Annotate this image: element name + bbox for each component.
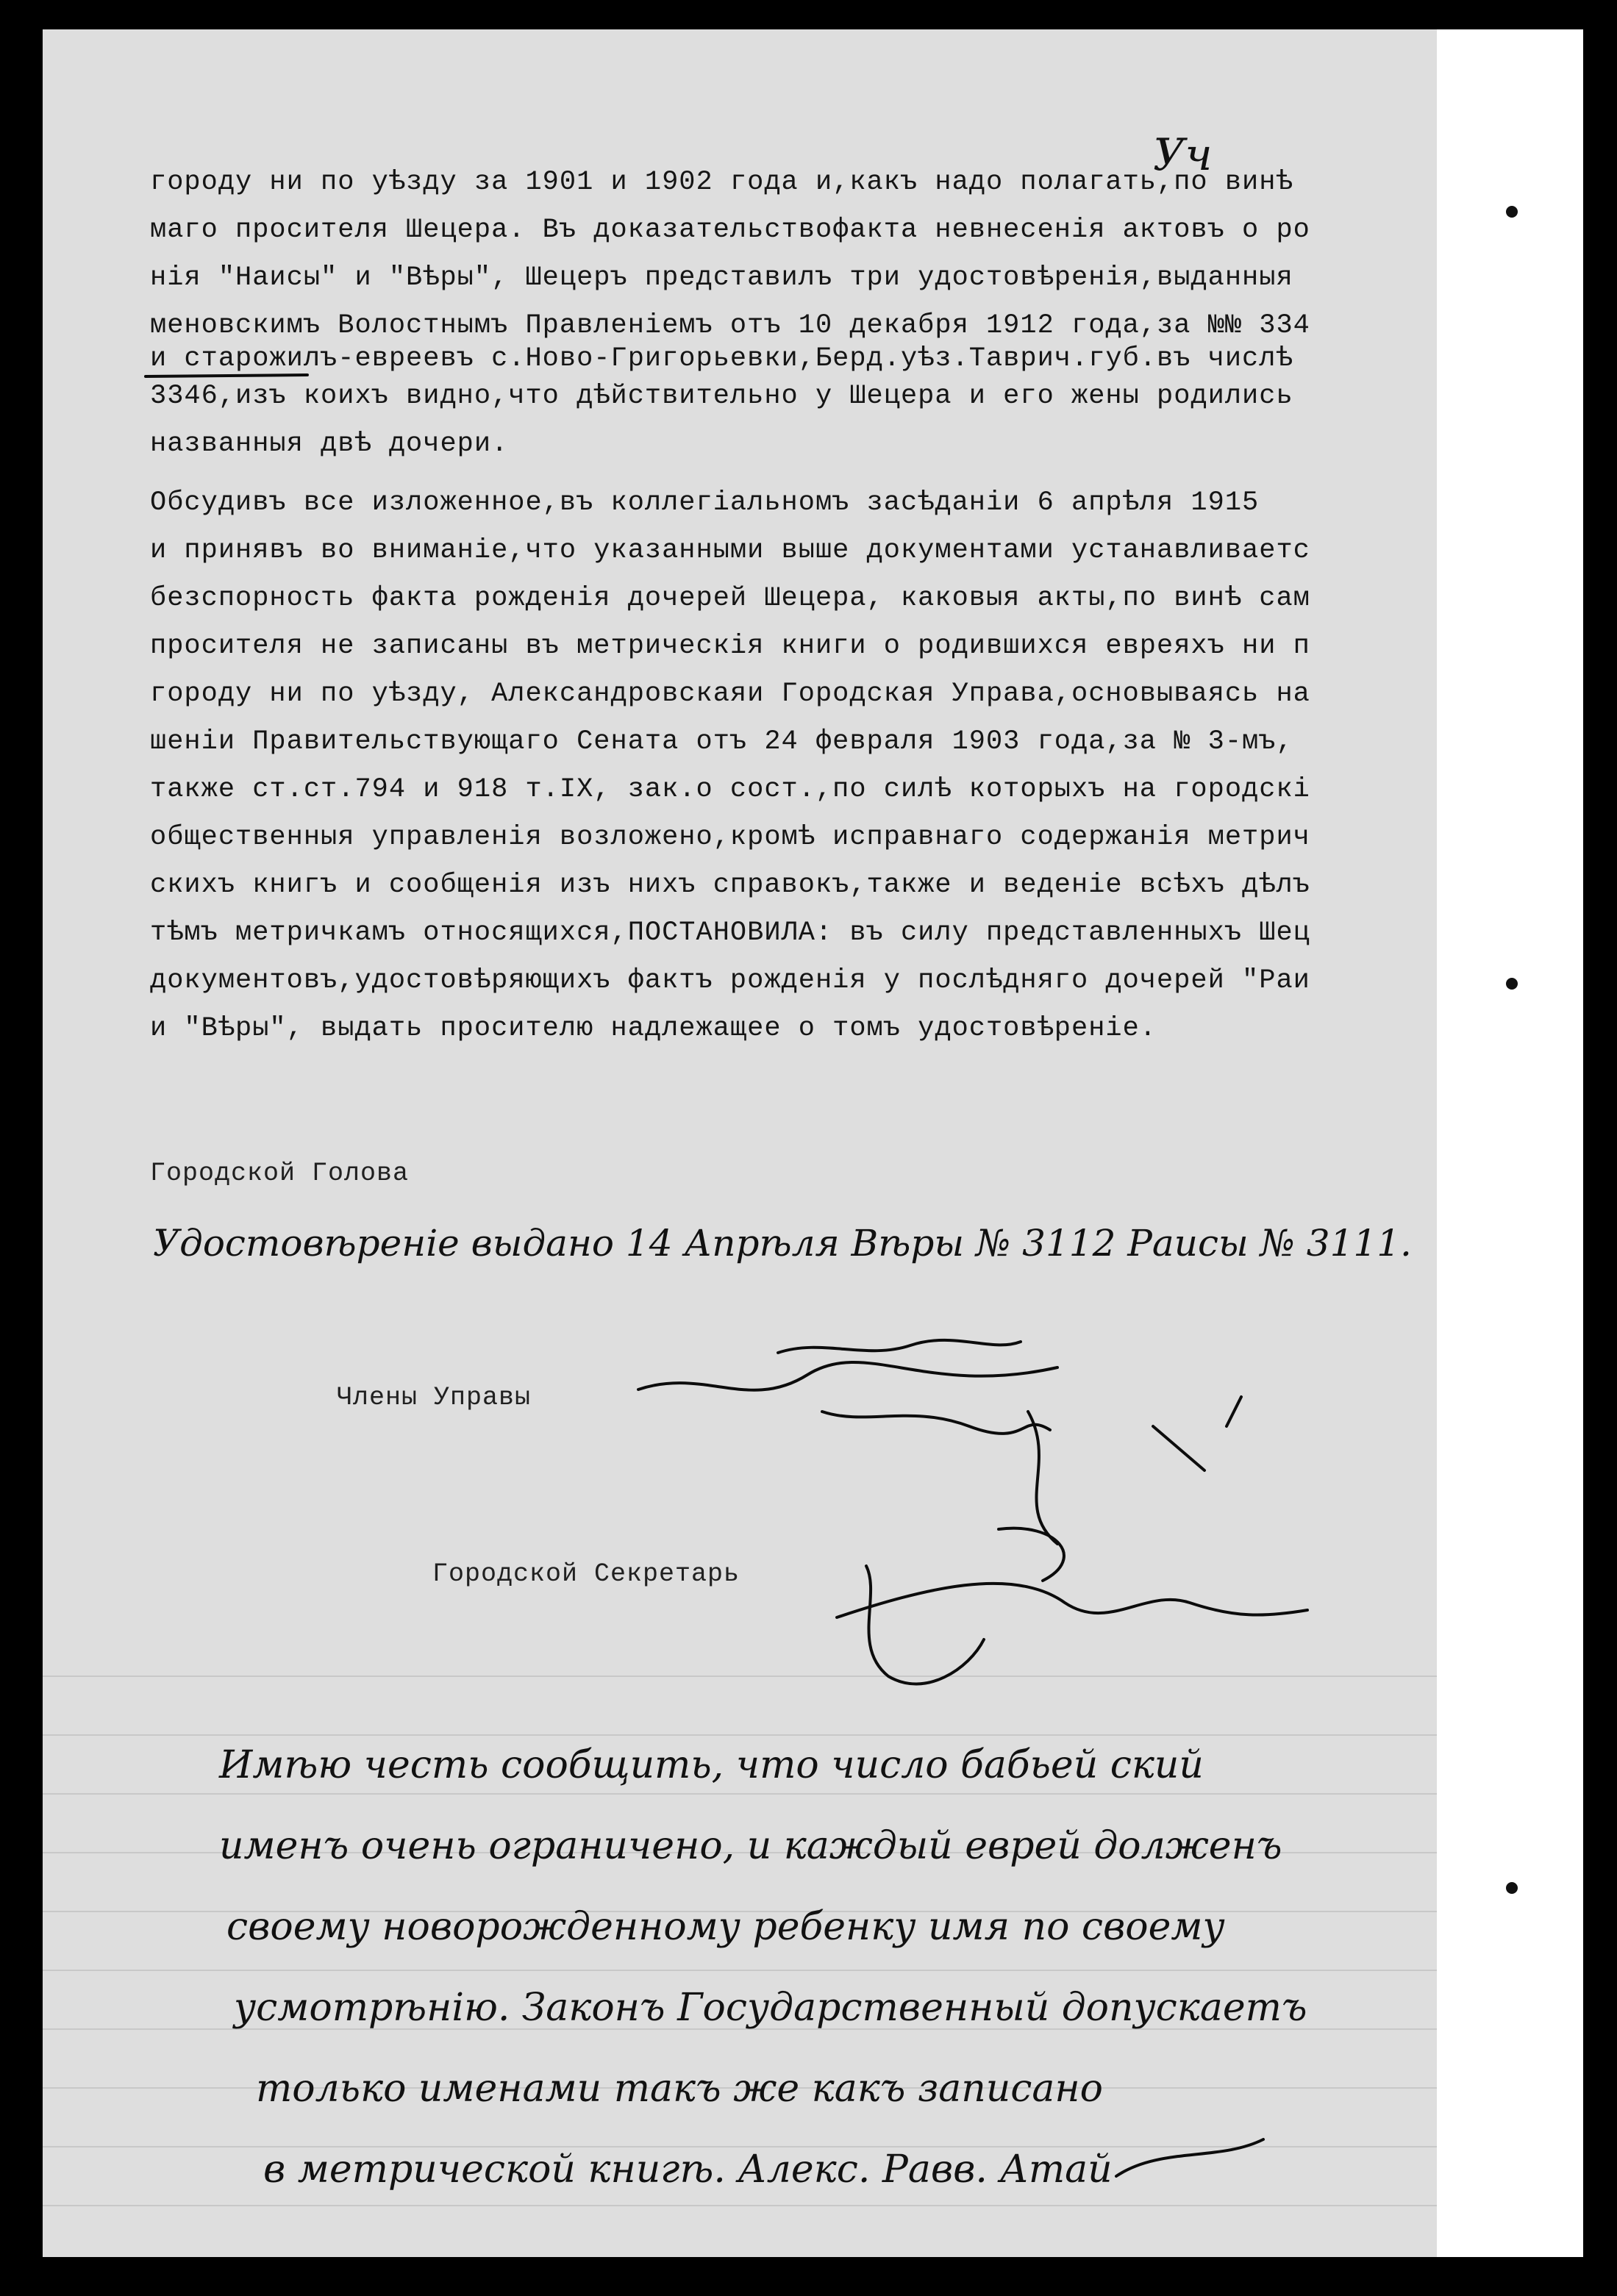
typed-line: общественныя управленія возложено,кромѣ исправнаго содержанія метрич	[150, 822, 1310, 853]
typed-line: нія "Наисы" и "Вѣры", Шецеръ представилъ три удостовѣренія,выданныя	[150, 262, 1293, 293]
typed-line: шеніи Правительствующаго Сената отъ 24 февраля 1903 года,за № 3-мъ,	[150, 726, 1293, 757]
typed-line: 3346,изъ коихъ видно,что дѣйствительно у Шецера и его жены родились	[150, 381, 1293, 412]
binding-hole	[1506, 978, 1518, 990]
typed-line: городу ни по уѣзду за 1901 и 1902 года и,какъ надо полагать,по винѣ	[150, 167, 1293, 198]
typed-line: скихъ книгъ и сообщенія изъ нихъ справокъ,также и веденіе всѣхъ дѣлъ	[150, 870, 1310, 901]
handwritten-note-line: своему новорожденному ребенку имя по своему	[226, 1905, 1225, 1949]
typed-line: также ст.ст.794 и 918 т.IX, зак.о сост.,по силѣ которыхъ на городскі	[150, 774, 1310, 805]
typed-line: просителя не записаны въ метрическія книги о родившихся евреяхъ ни п	[150, 631, 1310, 662]
typed-line: названныя двѣ дочери.	[150, 429, 509, 459]
typed-line: меновскимъ Волостнымъ Правленіемъ отъ 10 декабря 1912 года,за №№ 334	[150, 310, 1310, 341]
typed-line: городу ни по уѣзду, Александровскаяи Городская Управа,основываясь на	[150, 679, 1310, 709]
handwritten-note-line: Имѣю честь сообщить, что число бабьей ский	[219, 1743, 1204, 1787]
handwritten-note-line: именъ очень ограничено, и каждый еврей долженъ	[219, 1824, 1282, 1868]
typed-line: безспорность факта рожденія дочерей Шецера, каковыя акты,по винѣ сам	[150, 583, 1310, 614]
handwritten-note-line: усмотрѣнію. Законъ Государственный допускаетъ	[234, 1986, 1307, 2030]
binding-hole	[1506, 1882, 1518, 1894]
handwritten-note-line: только именами такъ же какъ записано	[256, 2067, 1103, 2111]
secretary-label: Городской Секретарь	[432, 1559, 740, 1589]
typed-line: документовъ,удостовѣряющихъ фактъ рожденія у послѣдняго дочерей "Раи	[150, 965, 1310, 996]
city-head-label: Городской Голова	[150, 1159, 410, 1188]
typed-line: и принявъ во вниманіе,что указанными выше документами устанавливаетс	[150, 535, 1310, 566]
typed-line: Обсудивъ все изложенное,въ коллегіальномъ засѣданіи 6 апрѣля 1915	[150, 487, 1260, 518]
scanned-document-page	[43, 29, 1583, 2257]
binding-hole	[1506, 206, 1518, 218]
certificate-note: Удостовѣреніе выдано 14 Апрѣля Вѣры № 3112 Раисы № 3111.	[153, 1222, 1412, 1265]
handwritten-note-line: в метрической книгѣ. Алекс. Равв. Атай	[263, 2147, 1113, 2192]
members-label: Члены Управы	[337, 1383, 532, 1412]
typed-line: и "Вѣры", выдать просителю надлежащее о томъ удостовѣреніе.	[150, 1013, 1157, 1044]
typed-line: тѣмъ метричкамъ относящихся,ПОСТАНОВИЛА: въ силу представленныхъ Шец	[150, 918, 1310, 948]
margin-mark: Уч	[1153, 129, 1213, 181]
typed-line: и старожилъ-евреевъ с.Ново-Григорьевки,Берд.уѣз.Таврич.губ.въ числѣ	[150, 343, 1293, 374]
typed-line: маго просителя Шецера. Въ доказательствофакта невнесенія актовъ о ро	[150, 215, 1310, 246]
